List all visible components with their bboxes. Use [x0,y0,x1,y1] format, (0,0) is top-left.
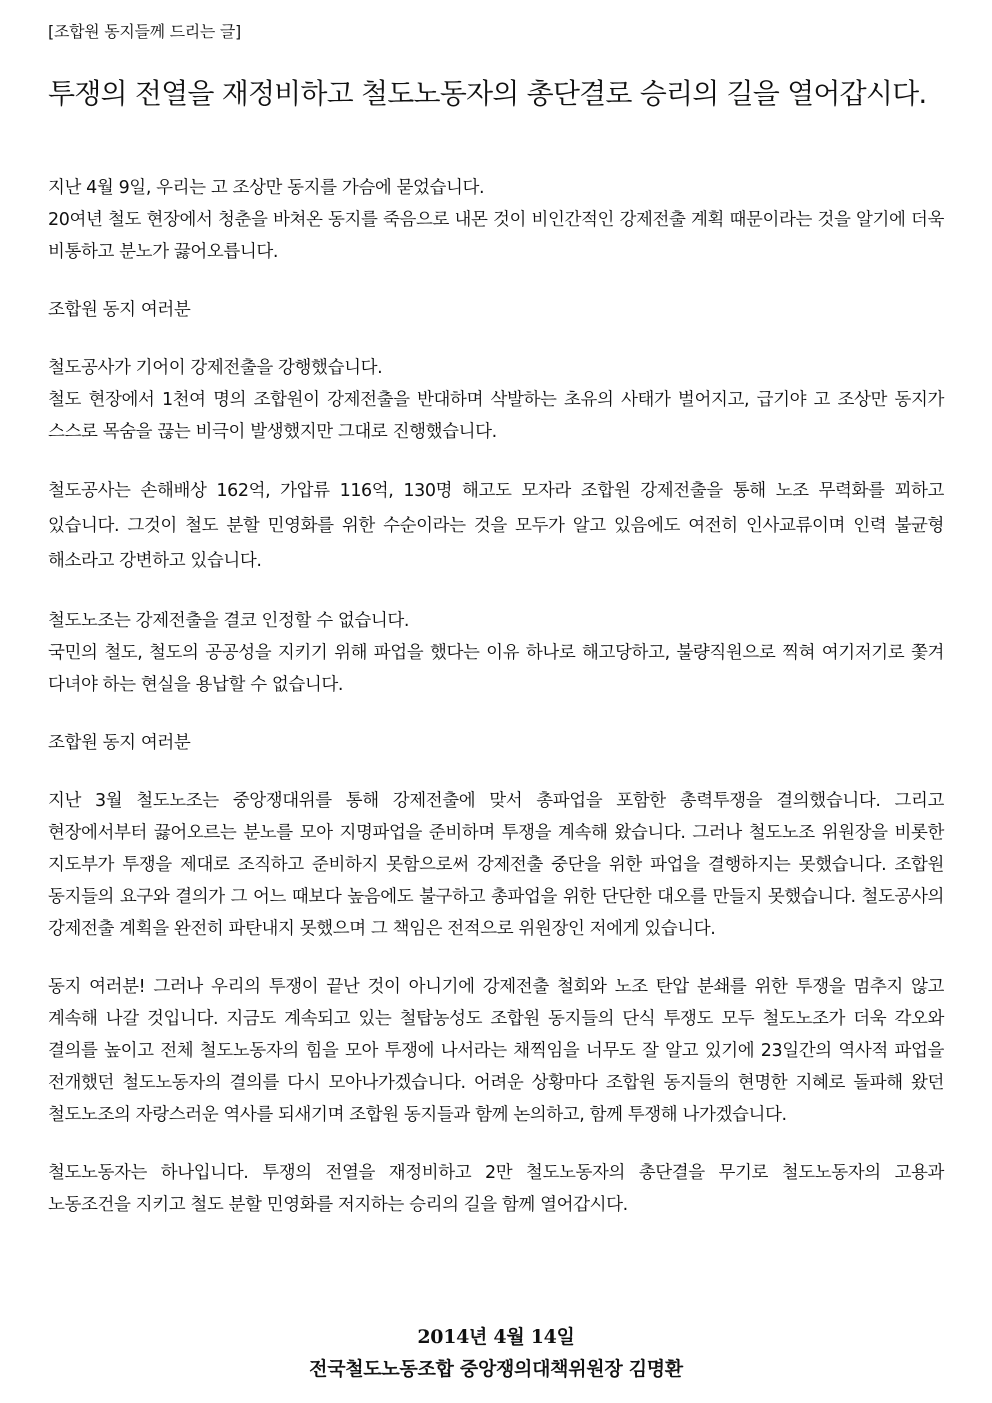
paragraph-resolve: 동지 여러분! 그러나 우리의 투쟁이 끝난 것이 아니기에 강제전출 철회와 노조 탄압 분쇄를 위한 투쟁을 멈추지 않고 계속해 나갈 것입니다. 지금도 계속되고 있는 철탑농성도 조합원 동지들의 단식 투쟁도 모두 철도노조가 더욱 각오와 결의를 높이고 전체 철도노동자의 힘을 모아 투쟁에 나서라는 채찍임을 너무도 잘 알고 있기에 23일간의 역사적 파업을 전개했던 철도노동자의 결의를 다시 모아나가겠습니다. 어려운 상황마다 조합원 동지들의 현명한 지혜로 돌파해 왔던 철도노조의 자랑스러운 역사를 되새기며 조합원 동지들과 함께 논의하고, 함께 투쟁해 나가겠습니다. [48,977,944,1125]
paragraph-line: 철도공사가 기어이 강제전출을 강행했습니다. [48,358,383,378]
paragraph-opening [48,172,944,268]
salutation: 조합원 동지 여러분 [48,733,191,753]
paragraph-closing: 철도노동자는 하나입니다. 투쟁의 전열을 재정비하고 2만 철도노동자의 총단결을 무기로 철도노동자의 고용과 노동조건을 지키고 철도 분할 민영화를 저지하는 승리의 길을 함께 열어갑시다. [48,1163,944,1215]
letter-signature: 전국철도노동조합 중앙쟁의대책위원장 김명환 [309,1358,683,1380]
paragraph-line: 철도 현장에서 1천여 명의 조합원이 강제전출을 반대하며 삭발하는 초유의 사태가 벌어지고, 급기야 고 조상만 동지가 스스로 목숨을 끊는 비극이 발생했지만 그대로 진행했습니다. [48,390,944,442]
paragraph-line: 국민의 철도, 철도의 공공성을 지키기 위해 파업을 했다는 이유 하나로 해고당하고, 불량직원으로 찍혀 여기저기로 쫓겨 다녀야 하는 현실을 용납할 수 없습니다. [48,643,944,695]
salutation: 조합원 동지 여러분 [48,300,191,320]
letter-body [48,172,944,1247]
paragraph-reflection: 지난 3월 철도노조는 중앙쟁대위를 통해 강제전출에 맞서 총파업을 포함한 총력투쟁을 결의했습니다. 그리고 현장에서부터 끓어오르는 분노를 모아 지명파업을 준비하며 투쟁을 계속해 왔습니다. 그러나 철도노조 위원장을 비롯한 지도부가 투쟁을 제대로 조직하고 준비하지 못함으로써 강제전출 중단을 위한 파업을 결행하지는 못했습니다. 조합원 동지들의 요구와 결의가 그 어느 때보다 높음에도 불구하고 총파업을 위한 단단한 대오를 만들지 못했습니다. 철도공사의 강제전출 계획을 완전히 파탄내지 못했으며 그 책임은 전적으로 위원장인 저에게 있습니다. [48,791,944,939]
paragraph-line: 철도노조는 강제전출을 결코 인정할 수 없습니다. [48,611,410,631]
paragraph-line: 지난 4월 9일, 우리는 고 조상만 동지를 가슴에 묻었습니다. [48,178,485,198]
document-category-tag: [조합원 동지들께 드리는 글] [48,22,241,41]
paragraph-enforcement [48,352,944,448]
paragraph-line: 20여년 철도 현장에서 청춘을 바쳐온 동지를 죽음으로 내몬 것이 비인간적인 강제전출 계획 때문이라는 것을 알기에 더욱 비통하고 분노가 끓어오릅니다. [48,210,944,262]
paragraph-union-stance [48,605,944,701]
letter-footer [0,1322,992,1386]
paragraph-company: 철도공사는 손해배상 162억, 가압류 116억, 130명 해고도 모자라 조합원 강제전출을 통해 노조 무력화를 꾀하고 있습니다. 그것이 철도 분할 민영화를 위한 수순이라는 것을 모두가 알고 있음에도 여전히 인사교류이며 인력 불균형 해소라고 강변하고 있습니다. [48,481,944,571]
letter-date: 2014년 4월 14일 [417,1326,575,1348]
document-title: 투쟁의 전열을 재정비하고 철도노동자의 총단결로 승리의 길을 열어갑시다. [48,77,927,110]
